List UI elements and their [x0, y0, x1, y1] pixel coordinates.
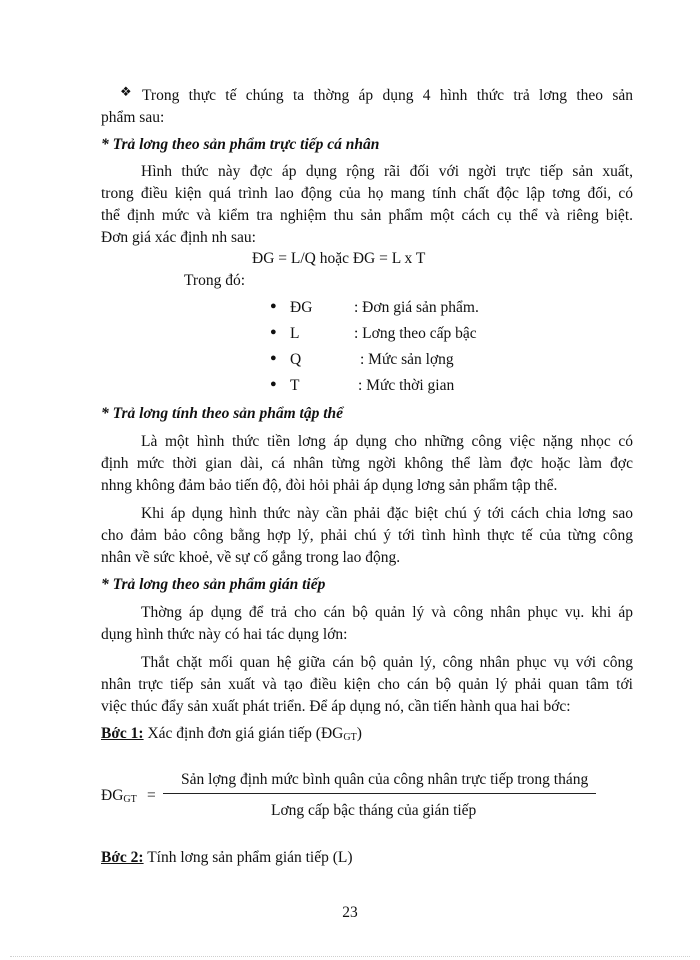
formula-denominator: Lơng cấp bậc tháng của gián tiếp — [271, 802, 477, 819]
bullet-icon: ● — [270, 378, 277, 390]
bullet-icon: ● — [270, 300, 277, 312]
bullet-icon: ● — [270, 326, 277, 338]
equals-sign: = — [147, 787, 156, 804]
section-heading-collective: * Trả lơng tính theo sản phẩm tập thể — [101, 405, 344, 422]
paragraph-line: Đơn giá xác định nh sau: — [101, 229, 256, 246]
step-2-text: Tính lơng sản phẩm gián tiếp (L) — [143, 849, 353, 866]
intro-line-1: Trong thực tế chúng ta thờng áp dụng 4 hình thức trả lơng theo sản — [142, 87, 633, 104]
definition-text: : Mức sản lợng — [360, 351, 454, 368]
paragraph-line: Là một hình thức tiền lơng áp dụng cho những công việc nặng nhọc có — [141, 433, 633, 450]
paragraph-line: cho đảm bảo công bằng hợp lý, phải chú ý tới tình hình thực tế của từng công — [101, 527, 633, 544]
intro-line-2: phẩm sau: — [101, 109, 165, 126]
four-diamond-bullet-icon: ❖ — [120, 84, 132, 99]
page-number: 23 — [342, 904, 358, 921]
definition-symbol: L — [290, 325, 300, 342]
step-1-text: Xác định đơn giá gián tiếp (ĐG — [143, 725, 344, 742]
paragraph-line: nhân về sức khoẻ, về sự cố gắng trong lao động. — [101, 549, 401, 566]
step-2 — [101, 848, 353, 868]
step-2-label: Bớc 2: — [101, 849, 144, 866]
step-1-label: Bớc 1: — [101, 725, 144, 742]
paragraph-line: trong điều kiện quá trình lao động của họ mang tính chất độc lập tơng đối, có — [101, 185, 633, 202]
step-1: Bớc 1: Xác định đơn giá gián tiếp $(ĐG_{GT})$ — [101, 725, 362, 743]
definition-text: : Mức thời gian — [358, 377, 455, 394]
paragraph-line: dụng hình thức này có hai tác dụng lớn: — [101, 626, 348, 643]
paragraph-line: định mức thời gian dài, cá nhân từng ngời không thể làm đợc hoặc làm đợc — [101, 455, 633, 472]
paragraph-line: Thắt chặt mối quan hệ giữa cán bộ quản lý, công nhân phục vụ với công — [141, 654, 633, 671]
paragraph-line: Khi áp dụng hình thức này cần phải đặc biệt chú ý tới cách chia lơng sao — [141, 505, 633, 522]
paragraph-line: thể định mức và kiểm tra nghiệm thu sản phẩm một cách cụ thể và riêng biệt. — [101, 207, 633, 224]
definition-symbol: T — [290, 377, 300, 394]
definition-symbol: ĐG — [290, 299, 313, 316]
formula-numerator: Sản lợng định mức bình quân của công nhân trực tiếp trong tháng — [181, 771, 589, 788]
paragraph-line: Hình thức này đợc áp dụng rộng rãi đối với ngời trực tiếp sản xuất, — [141, 163, 633, 180]
paragraph-line: việc thúc đẩy sản xuất phát triển. Để áp dụng nó, cần tiến hành qua hai bớc: — [101, 698, 571, 715]
definition-symbol: Q — [290, 351, 302, 368]
step-1-subscript: GT — [343, 732, 357, 743]
page-bottom-rule — [10, 956, 690, 958]
section-heading-indirect: * Trả lơng theo sản phẩm gián tiếp — [101, 576, 326, 593]
definition-text: : Lơng theo cấp bậc — [354, 325, 477, 342]
paragraph-line: nhân trực tiếp sản xuất và tạo điều kiện cho cán bộ quản lý phải quan tâm tới — [101, 676, 633, 693]
where-label: Trong đó: — [184, 272, 246, 289]
definition-text: : Đơn giá sản phẩm. — [354, 299, 479, 316]
bullet-icon: ● — [270, 352, 277, 364]
indirect-formula-lhs: $ĐG_{GT}$ — [101, 787, 137, 805]
paragraph-line: nhng không đảm bảo tiến độ, đòi hỏi phải áp dụng lơng sản phẩm tập thể. — [101, 477, 558, 494]
paragraph-line: Thờng áp dụng để trả cho cán bộ quản lý và công nhân phục vụ. khi áp — [141, 604, 633, 621]
fraction-bar — [163, 793, 596, 794]
section-heading-individual: * Trả lơng theo sản phẩm trực tiếp cá nhân — [101, 136, 380, 153]
unit-price-formula: ĐG = L/Q hoặc ĐG = L x T — [252, 250, 426, 267]
